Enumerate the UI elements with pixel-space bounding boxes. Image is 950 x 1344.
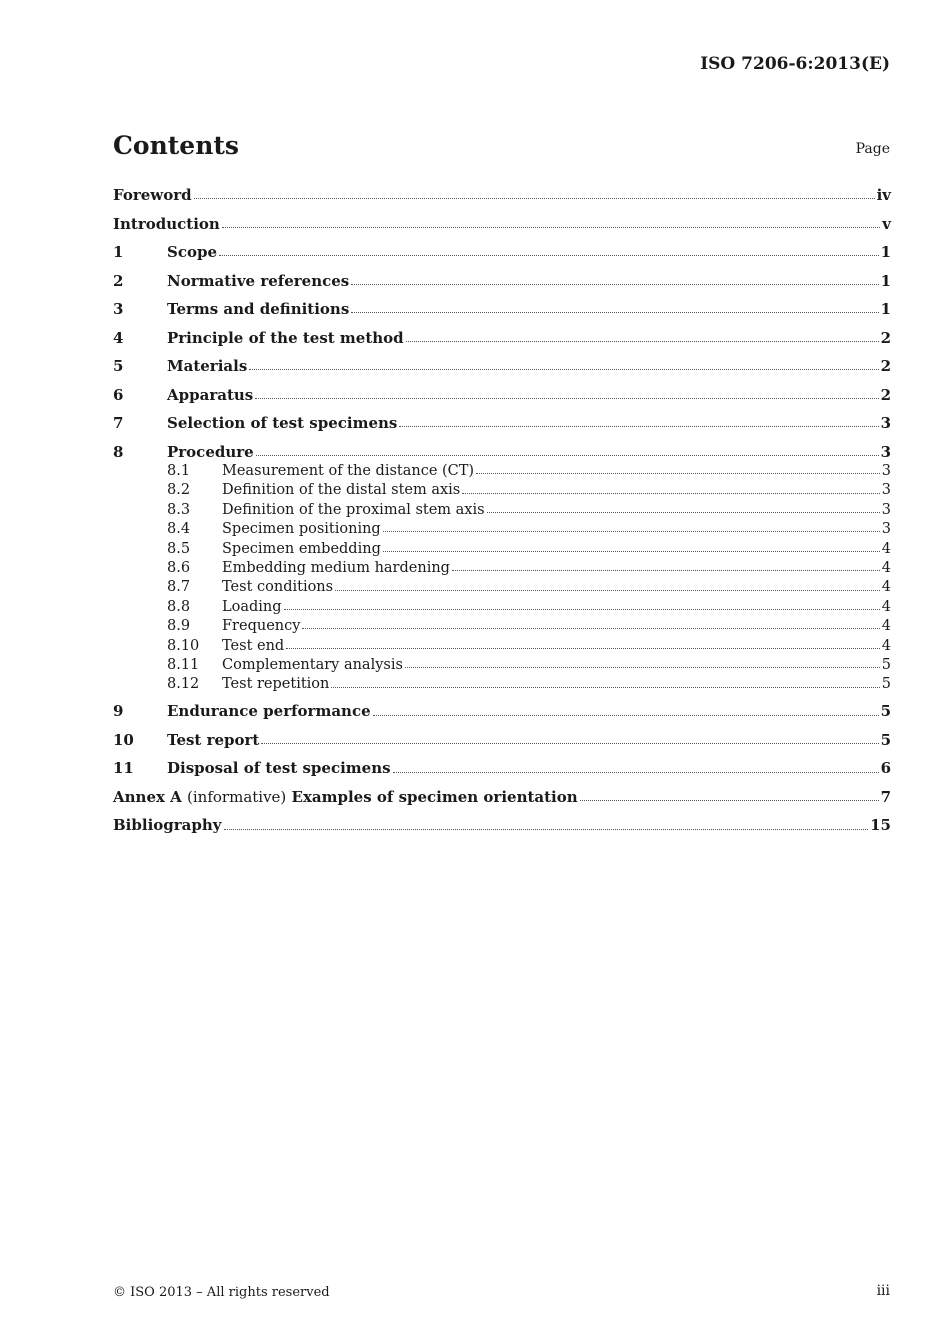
toc-entry-number: 9 <box>113 702 124 721</box>
dot-leader <box>302 618 879 629</box>
toc-entry-title: Foreword <box>113 186 192 204</box>
toc-entry-page: 5 <box>880 702 891 721</box>
toc-entry-subsection-8-7[interactable] <box>113 579 891 598</box>
copyright-notice: © ISO 2013 – All rights reserved <box>113 1285 330 1300</box>
toc-entry-page: 3 <box>881 463 891 479</box>
toc-entry-number: 8.5 <box>167 540 191 557</box>
toc-entry-page: 2 <box>880 385 891 404</box>
toc-entry-number: 7 <box>113 414 124 432</box>
dot-leader <box>249 359 878 371</box>
toc-entry-foreword[interactable] <box>113 186 891 215</box>
toc-entry-subsection-8-6[interactable] <box>113 560 891 579</box>
toc-entry-page: 1 <box>880 271 891 290</box>
toc-entry-number: 4 <box>113 328 124 347</box>
toc-entry-title: Selection of test specimens <box>167 414 398 432</box>
toc-entry-page: 1 <box>880 300 891 318</box>
toc-entry-title: Procedure <box>167 442 254 461</box>
toc-entry-title: Definition of the distal stem axis <box>222 482 461 499</box>
toc-entry-title: Test conditions <box>222 579 334 596</box>
toc-entry-subsection-8-4[interactable] <box>113 521 891 540</box>
toc-entry-number: 3 <box>113 300 124 318</box>
toc-entry-bibliography[interactable] <box>113 816 891 845</box>
toc-entry-number: 8.12 <box>167 676 200 693</box>
toc-entry-title: Specimen positioning <box>222 521 381 538</box>
dot-leader <box>335 579 880 590</box>
toc-entry-title: Measurement of the distance (CT) <box>222 463 475 479</box>
toc-entry-title: Test repetition <box>222 676 330 693</box>
toc-entry-section-2[interactable] <box>113 272 891 301</box>
toc-entry-page: 3 <box>881 482 891 499</box>
dot-leader <box>476 463 880 474</box>
toc-entry-title: Terms and definitions <box>167 300 350 318</box>
toc-entry-subsection-8-3[interactable] <box>113 502 891 521</box>
toc-entry-section-5[interactable] <box>113 357 891 386</box>
toc-entry-page: 3 <box>881 521 891 538</box>
dot-leader <box>373 704 879 716</box>
toc-entry-title <box>113 788 578 806</box>
toc-entry-number: 8.8 <box>167 598 191 615</box>
annex-label: Annex A <box>113 787 182 806</box>
toc-entry-subsection-8-1[interactable] <box>113 463 891 482</box>
toc-entry-title: Test report <box>167 730 260 749</box>
table-of-contents <box>113 186 891 845</box>
toc-entry-page: 3 <box>880 414 891 432</box>
dot-leader <box>351 273 878 285</box>
page-number: iii <box>876 1283 890 1299</box>
dot-leader <box>399 416 878 428</box>
toc-entry-title: Embedding medium hardening <box>222 559 450 576</box>
dot-leader <box>383 521 880 532</box>
toc-entry-introduction[interactable] <box>113 215 891 244</box>
toc-entry-page: 4 <box>881 579 891 596</box>
toc-entry-section-7[interactable] <box>113 414 891 443</box>
dot-leader <box>219 245 879 257</box>
toc-entry-page: 3 <box>881 501 891 518</box>
toc-entry-subsection-8-5[interactable] <box>113 541 891 560</box>
toc-entry-title: Test end <box>222 637 285 654</box>
dot-leader <box>331 676 879 687</box>
toc-entry-subsection-8-12[interactable] <box>113 676 891 702</box>
dot-leader <box>351 302 878 314</box>
toc-entry-annex-a[interactable] <box>113 788 891 817</box>
toc-entry-section-1[interactable] <box>113 243 891 272</box>
toc-entry-title: Specimen embedding <box>222 540 381 557</box>
toc-entry-number: 8 <box>113 442 124 461</box>
toc-entry-page: v <box>882 214 891 233</box>
dot-leader <box>452 560 880 571</box>
dot-leader <box>194 188 875 200</box>
toc-entry-subsection-8-9[interactable] <box>113 618 891 637</box>
toc-entry-title: Materials <box>167 357 248 375</box>
toc-entry-page: 2 <box>880 328 891 347</box>
toc-entry-title: Complementary analysis <box>222 656 403 673</box>
toc-entry-number: 8.7 <box>167 579 191 596</box>
toc-entry-title: Endurance performance <box>167 702 371 721</box>
dot-leader <box>261 733 878 745</box>
toc-entry-page: 6 <box>880 759 891 778</box>
toc-entry-page: 4 <box>881 637 891 654</box>
toc-entry-title: Apparatus <box>167 385 254 404</box>
toc-entry-section-6[interactable] <box>113 386 891 415</box>
toc-entry-title: Loading <box>222 598 282 615</box>
toc-entry-number: 6 <box>113 385 124 404</box>
dot-leader <box>487 502 880 513</box>
dot-leader <box>255 387 878 399</box>
toc-entry-number: 8.3 <box>167 501 191 518</box>
toc-entry-page: 7 <box>880 787 891 806</box>
toc-entry-page: 4 <box>881 540 891 557</box>
toc-entry-title: Scope <box>167 243 218 261</box>
dot-leader <box>383 541 880 552</box>
toc-entry-page: 1 <box>880 243 891 261</box>
toc-entry-title: Introduction <box>113 214 220 233</box>
toc-entry-section-3[interactable] <box>113 300 891 329</box>
toc-entry-number: 8.2 <box>167 482 191 499</box>
toc-entry-number: 8.6 <box>167 559 191 576</box>
dot-leader <box>462 483 880 494</box>
annex-title: Examples of specimen orientation <box>291 787 578 806</box>
toc-entry-number: 2 <box>113 271 124 290</box>
toc-entry-title: Definition of the proximal stem axis <box>222 501 485 518</box>
dot-leader <box>224 818 869 830</box>
dot-leader <box>405 657 880 668</box>
toc-entry-number: 8.9 <box>167 618 191 635</box>
toc-entry-number: 11 <box>113 759 134 778</box>
toc-entry-number: 5 <box>113 357 124 375</box>
toc-entry-title: Disposal of test specimens <box>167 759 391 778</box>
dot-leader <box>393 761 879 773</box>
toc-entry-number: 1 <box>113 243 124 261</box>
toc-entry-title: Principle of the test method <box>167 328 404 347</box>
toc-entry-section-11[interactable] <box>113 759 891 788</box>
toc-entry-page: 5 <box>881 656 891 673</box>
toc-entry-page: 4 <box>881 618 891 635</box>
toc-entry-title: Normative references <box>167 271 350 290</box>
toc-entry-subsection-8-8[interactable] <box>113 599 891 618</box>
toc-entry-title: Frequency <box>222 618 301 635</box>
toc-entry-page: 2 <box>880 357 891 375</box>
annex-qualifier: (informative) <box>187 787 287 806</box>
toc-entry-section-10[interactable] <box>113 731 891 760</box>
toc-entry-number: 10 <box>113 730 134 749</box>
toc-entry-page: 4 <box>881 559 891 576</box>
toc-entry-section-9[interactable] <box>113 702 891 731</box>
dot-leader <box>222 216 880 228</box>
dot-leader <box>286 638 880 649</box>
contents-heading: Contents <box>113 131 240 160</box>
toc-entry-section-4[interactable] <box>113 329 891 358</box>
toc-entry-subsection-8-11[interactable] <box>113 657 891 676</box>
dot-leader <box>580 790 879 802</box>
toc-entry-number: 8.1 <box>167 463 191 479</box>
dot-leader <box>406 330 879 342</box>
document-id: ISO 7206-6:2013(E) <box>700 54 890 74</box>
toc-entry-number: 8.4 <box>167 521 191 538</box>
toc-entry-page: iv <box>876 186 891 204</box>
toc-entry-subsection-8-10[interactable] <box>113 638 891 657</box>
toc-entry-page: 5 <box>881 676 891 693</box>
toc-entry-page: 3 <box>880 442 891 461</box>
page-column-label: Page <box>855 141 890 157</box>
dot-leader <box>256 444 879 456</box>
toc-entry-page: 4 <box>881 598 891 615</box>
toc-entry-page: 5 <box>880 730 891 749</box>
toc-entry-number: 8.11 <box>167 656 200 673</box>
toc-entry-number: 8.10 <box>167 637 200 654</box>
toc-entry-title: Bibliography <box>113 816 222 835</box>
toc-entry-subsection-8-2[interactable] <box>113 482 891 501</box>
toc-entry-page: 15 <box>870 816 891 835</box>
dot-leader <box>284 599 880 610</box>
